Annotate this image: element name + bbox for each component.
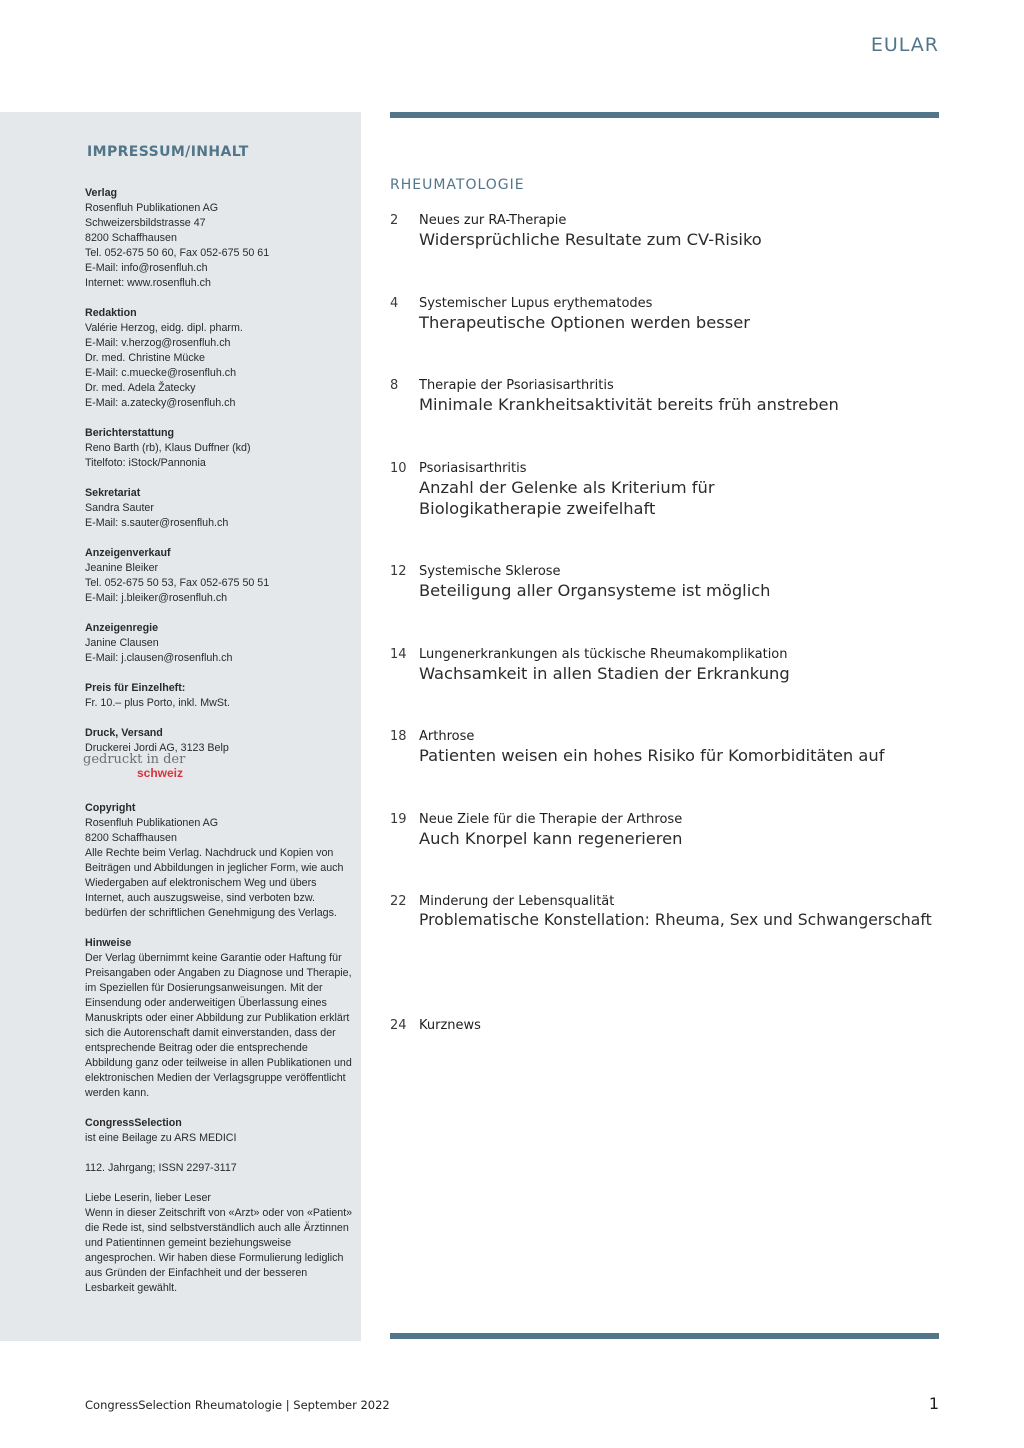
verlag-line: Internet: www.rosenfluh.ch (85, 277, 211, 289)
verlag-line: 8200 Schaffhausen (85, 232, 177, 244)
toc-title: Minimale Krankheitsaktivität bereits früh anstreben (419, 395, 839, 414)
redaktion-line: Dr. med. Adela Žatecky (85, 382, 196, 394)
toc-kicker: Minderung der Lebensqualität (419, 894, 615, 909)
toc-kicker: Systemischer Lupus erythematodes (419, 296, 653, 311)
toc-title: Therapeutische Optionen werden besser (419, 313, 750, 332)
toc-kicker: Neue Ziele für die Therapie der Arthrose (419, 812, 683, 827)
toc-title: Auch Knorpel kann regenerieren (419, 829, 683, 848)
redaktion-block (85, 306, 355, 411)
toc-page-number: 14 (390, 647, 407, 662)
redaktion-line: E-Mail: v.herzog@rosenfluh.ch (85, 337, 231, 349)
anzeigenverkauf-line: Jeanine Bleiker (85, 562, 159, 574)
druck-heading: Druck, Versand (85, 727, 163, 739)
berichterstattung-heading: Berichterstattung (85, 427, 175, 439)
toc-page-number: 2 (390, 213, 399, 228)
anzeigenverkauf-block (85, 546, 355, 606)
page-number: 1 (928, 1394, 939, 1413)
anzeigenregie-line: E-Mail: j.clausen@rosenfluh.ch (85, 652, 233, 664)
copyright-text: Alle Rechte beim Verlag. Nachdruck und Kopien von Beiträgen und Abbildungen in jeglicher Form, wie auch Wiedergaben auf elektronischem Weg und übers Internet, auch auszugsweise, sind verboten bzw. bedürfen der schriftlichen Genehmigung des Verlags. (85, 847, 344, 919)
logo-text-top: gedruckt in der (83, 752, 186, 767)
preis-block (85, 681, 355, 711)
verlag-line: Schweizersbildstrasse 47 (85, 217, 206, 229)
preis-heading: Preis für Einzelheft: (85, 682, 186, 694)
leser-text: Wenn in dieser Zeitschrift von «Arzt» oder von «Patient» die Rede ist, sind selbstverständlich auch alle Ärztinnen und Patientinnen gemeint beziehungsweise angesprochen. Wir haben diese Formulierung lediglich aus Gründen der Einfachheit und der besseren Lesbarkeit gewählt. (85, 1207, 353, 1294)
toc-kicker: Neues zur RA-Therapie (419, 213, 567, 228)
sekretariat-line: Sandra Sauter (85, 502, 154, 514)
bottom-rule (390, 1333, 939, 1339)
verlag-line: Tel. 052-675 50 60, Fax 052-675 50 61 (85, 247, 270, 259)
anzeigenregie-block (85, 621, 355, 666)
toc-page-number: 10 (390, 461, 407, 476)
sidebar-title: IMPRESSUM/INHALT (87, 144, 249, 160)
toc-page-number: 22 (390, 894, 407, 909)
sekretariat-block (85, 486, 355, 531)
sekretariat-line: E-Mail: s.sauter@rosenfluh.ch (85, 517, 229, 529)
toc-title: Anzahl der Gelenke als Kriterium für Biologikatherapie zweifelhaft (419, 478, 715, 518)
logo-text-bottom: schweiz (137, 766, 184, 780)
anzeigenverkauf-heading: Anzeigenverkauf (85, 547, 171, 559)
druck-line: Druckerei Jordi AG, 3123 Belp (85, 742, 229, 754)
leser-block (85, 1191, 355, 1296)
hinweise-text: Der Verlag übernimmt keine Garantie oder Haftung für Preisangaben oder Angaben zu Diagnose und Therapie, im Speziellen für Dosierungsanweisungen. Mit der Einsendung oder anderweitigen Überlassung eines Manuskripts oder einer Abbildung zur Publikation erklärt sich die Autorenschaft damit einverstanden, dass der entsprechende Beitrag oder die entsprechende Abbildung ganz oder teilweise in allen Publikationen und elektronischen Medien der Verlagsgruppe veröffentlicht werden kann. (85, 952, 352, 1099)
copyright-block (85, 801, 355, 921)
redaktion-line: E-Mail: a.zatecky@rosenfluh.ch (85, 397, 236, 409)
leser-salutation: Liebe Leserin, lieber Leser (85, 1192, 211, 1204)
redaktion-line: Dr. med. Christine Mücke (85, 352, 205, 364)
toc-kicker: Arthrose (419, 729, 475, 744)
redaktion-line: Valérie Herzog, eidg. dipl. pharm. (85, 322, 243, 334)
berichterstattung-line: Reno Barth (rb), Klaus Duffner (kd) (85, 442, 251, 454)
verlag-line: Rosenfluh Publikationen AG (85, 202, 219, 214)
anzeigenverkauf-line: Tel. 052-675 50 53, Fax 052-675 50 51 (85, 577, 270, 589)
redaktion-line: E-Mail: c.muecke@rosenfluh.ch (85, 367, 237, 379)
toc-page-number: 18 (390, 729, 407, 744)
toc-kicker: Lungenerkrankungen als tückische Rheumakomplikation (419, 647, 788, 662)
toc-title: Wachsamkeit in allen Stadien der Erkrankung (419, 664, 790, 683)
verlag-heading: Verlag (85, 187, 118, 199)
hinweise-block (85, 936, 355, 1101)
copyright-line: Rosenfluh Publikationen AG (85, 817, 219, 829)
anzeigenregie-heading: Anzeigenregie (85, 622, 159, 634)
toc-title: Widersprüchliche Resultate zum CV-Risiko (419, 230, 762, 249)
footer-publication: CongressSelection Rheumatologie | September 2022 (85, 1398, 390, 1412)
toc-title: Beteiligung aller Organsysteme ist möglich (419, 581, 771, 600)
congressselection-block (85, 1116, 355, 1146)
verlag-block (85, 186, 355, 291)
redaktion-heading: Redaktion (85, 307, 137, 319)
anzeigenregie-line: Janine Clausen (85, 637, 159, 649)
anzeigenverkauf-line: E-Mail: j.bleiker@rosenfluh.ch (85, 592, 228, 604)
toc-section-heading: RHEUMATOLOGIE (390, 177, 525, 193)
gedruckt-in-der-schweiz-logo (83, 752, 355, 786)
toc-kicker: Psoriasisarthritis (419, 461, 527, 476)
preis-line: Fr. 10.– plus Porto, inkl. MwSt. (85, 697, 230, 709)
jahrgang-text: 112. Jahrgang; ISSN 2297-3117 (85, 1162, 237, 1174)
impressum-content (85, 186, 355, 1311)
berichterstattung-line: Titelfoto: iStock/Pannonia (85, 457, 206, 469)
toc-title: Problematische Konstellation: Rheuma, Sex und Schwangerschaft (419, 911, 932, 929)
verlag-line: E-Mail: info@rosenfluh.ch (85, 262, 208, 274)
congressselection-line: ist eine Beilage zu ARS MEDICI (85, 1132, 237, 1144)
sekretariat-heading: Sekretariat (85, 487, 141, 499)
toc-page-number: 19 (390, 812, 407, 827)
toc-page-number: 24 (390, 1018, 407, 1033)
toc-kicker: Therapie der Psoriasisarthritis (419, 378, 614, 393)
copyright-line: 8200 Schaffhausen (85, 832, 177, 844)
toc-kicker: Kurznews (419, 1018, 481, 1033)
congressselection-heading: CongressSelection (85, 1117, 182, 1129)
jahrgang-block (85, 1161, 355, 1176)
berichterstattung-block (85, 426, 355, 471)
header-brand: EULAR (870, 34, 939, 56)
toc-page-number: 12 (390, 564, 407, 579)
toc-title: Patienten weisen ein hohes Risiko für Komorbiditäten auf (419, 746, 885, 765)
hinweise-heading: Hinweise (85, 937, 132, 949)
toc-kicker: Systemische Sklerose (419, 564, 561, 579)
toc-page-number: 4 (390, 296, 399, 311)
copyright-heading: Copyright (85, 802, 136, 814)
toc-page-number: 8 (390, 378, 399, 393)
top-rule (390, 112, 939, 118)
